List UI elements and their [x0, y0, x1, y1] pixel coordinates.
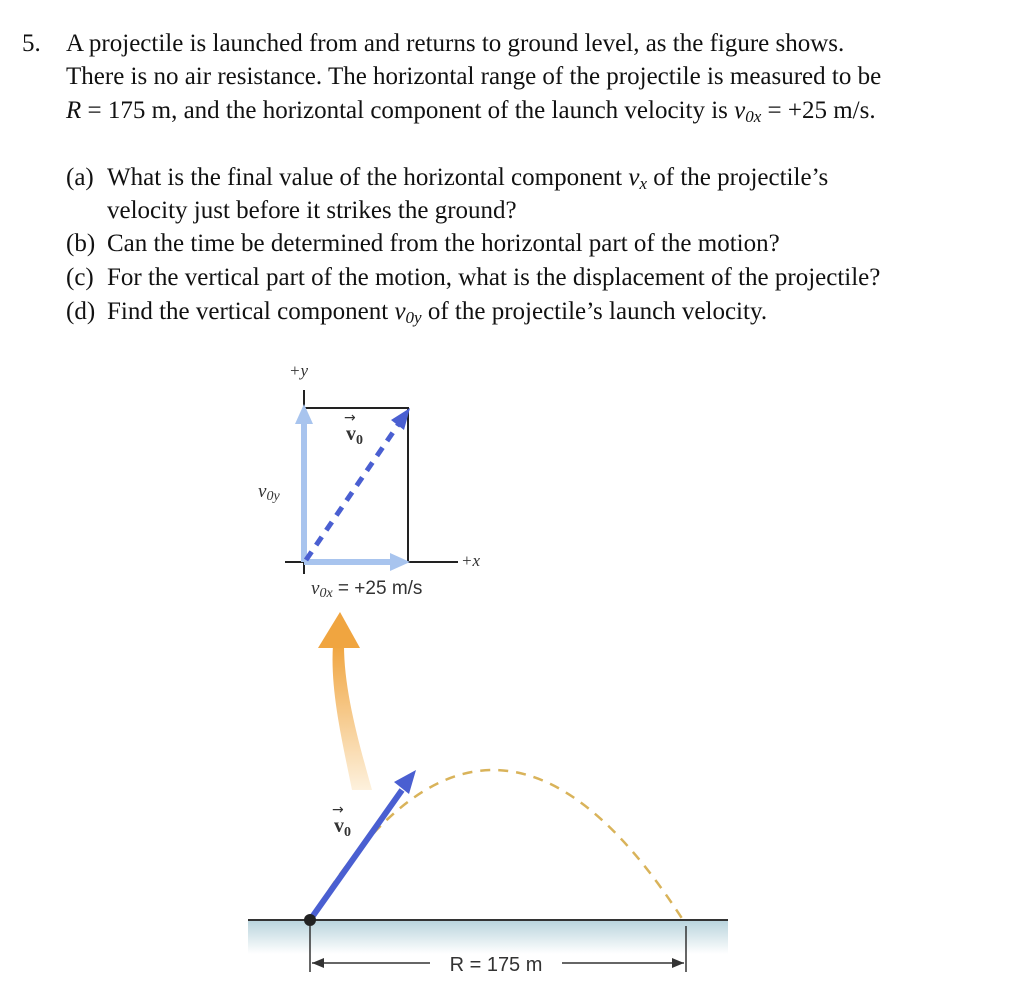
v0x-value-label — [311, 578, 422, 601]
intro-line-3a: = 175 m, and the horizontal component of the launch velocity is — [81, 97, 735, 124]
intro-line-3b: = +25 m/s. — [761, 97, 876, 124]
part-c-text: For the vertical part of the motion, what is the displacement of the projectile? — [107, 264, 881, 291]
orange-arrowhead — [318, 612, 360, 648]
range-left-arrowhead — [312, 958, 324, 968]
v0y-subscript: 0y — [405, 308, 422, 327]
launch-vector — [304, 770, 416, 926]
part-c-label: (c) — [66, 264, 94, 291]
intro-line-2: There is no air resistance. The horizontal range of the projectile is measured to be — [66, 63, 882, 90]
v0x-subscript: 0x — [745, 107, 762, 126]
part-a-continuation: velocity just before it strikes the ground? — [107, 197, 517, 224]
v0x-label-value: = +25 m/s — [332, 578, 423, 599]
plus-x-label: +x — [461, 551, 481, 570]
zoom-arrow — [318, 612, 372, 790]
range-symbol: R — [66, 97, 82, 124]
v0-upper-sub: 0 — [356, 433, 363, 448]
ground — [248, 920, 728, 954]
v0y-label-v: v — [258, 481, 267, 502]
intro-line-1: A projectile is launched from and returns to ground level, as the figure shows. — [66, 30, 845, 57]
part-a-label: (a) — [66, 164, 94, 191]
v0-lower-vector-arrow-icon: → — [332, 802, 344, 818]
part-d-label: (d) — [66, 298, 96, 325]
v0y-symbol: v — [394, 298, 406, 325]
component-diagram — [258, 361, 480, 601]
v0-lower-v: v — [334, 815, 344, 837]
v0x-symbol: v — [734, 97, 746, 124]
part-a-text-b: of the projectile’s — [647, 164, 829, 191]
part-a-text-a: What is the final value of the horizontal component — [107, 164, 629, 191]
range-right-arrowhead — [672, 958, 684, 968]
v0x-label-v: v — [311, 578, 320, 599]
v0-lower-sub: 0 — [344, 825, 351, 840]
v0y-label — [258, 481, 280, 504]
v0-upper-label — [346, 423, 363, 448]
v0y-label-sub: 0y — [266, 489, 280, 504]
v0-upper-vector-arrow-icon: → — [344, 410, 356, 426]
plus-y-label: +y — [289, 361, 309, 380]
v0x-label-sub: 0x — [319, 586, 333, 601]
vx-symbol: v — [628, 164, 640, 191]
v0-lower-label — [334, 815, 351, 840]
vx-subscript: x — [639, 174, 648, 193]
v0-launch-vector — [310, 790, 402, 920]
part-d-text-a: Find the vertical component — [107, 298, 395, 325]
v0-upper-v: v — [346, 423, 356, 445]
launch-point — [304, 914, 316, 926]
part-b-label: (b) — [66, 230, 96, 257]
part-d-text-b: of the projectile’s launch velocity. — [421, 298, 768, 325]
ground-shading — [248, 920, 728, 954]
v0-launch-arrowhead — [394, 770, 416, 794]
orange-curve-body — [333, 645, 372, 790]
part-b-text: Can the time be determined from the horizontal part of the motion? — [107, 230, 780, 257]
range-label: R = 175 m — [449, 954, 543, 976]
problem-number: 5. — [22, 30, 41, 57]
